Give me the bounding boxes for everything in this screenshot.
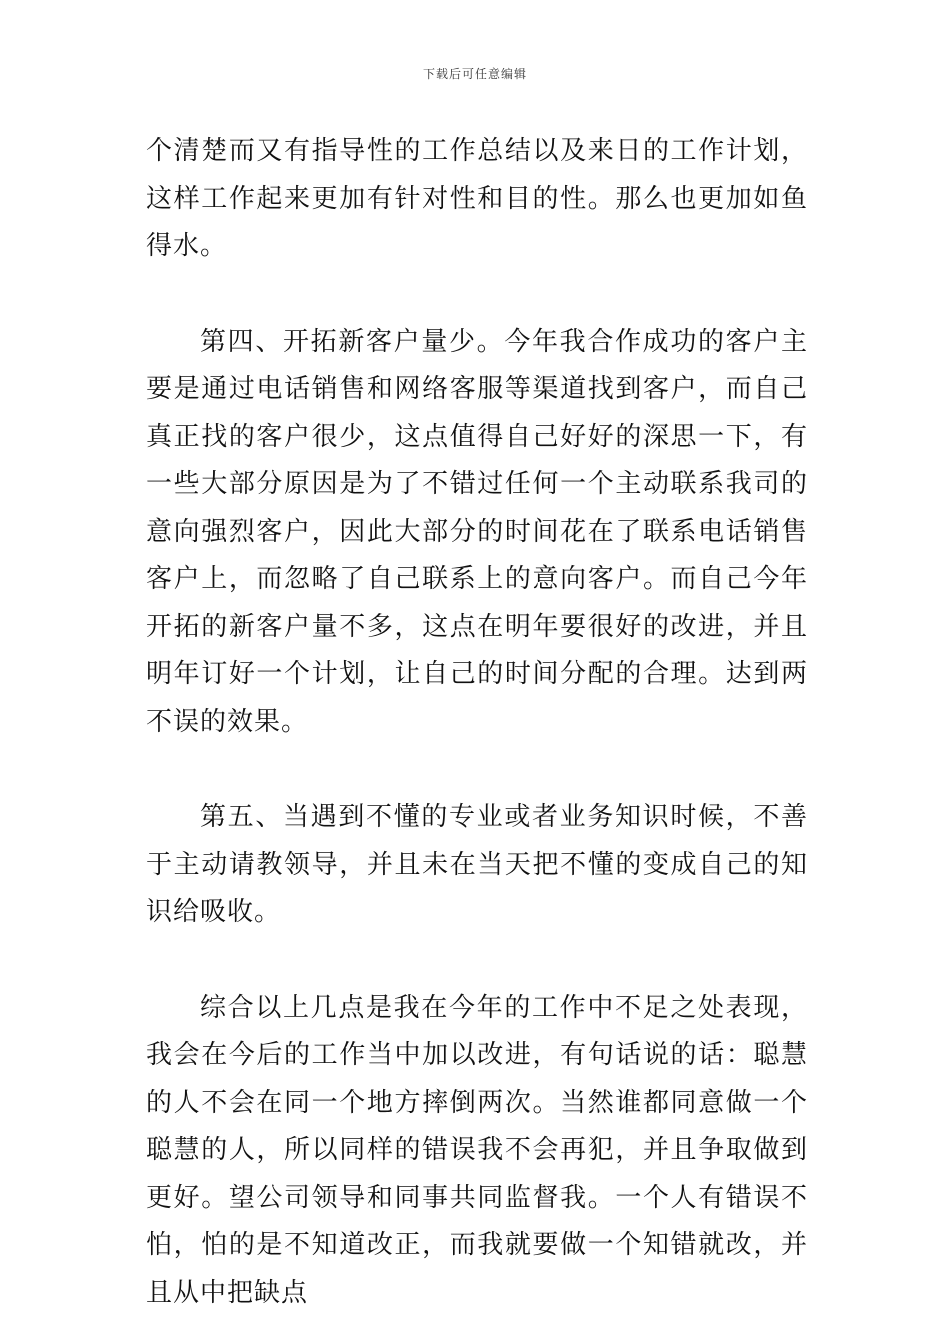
- page-header: 下载后可任意编辑: [422, 67, 527, 81]
- paragraph-spacer: [146, 937, 808, 985]
- paragraph-spacer: [146, 271, 808, 319]
- document-body: [146, 128, 808, 1317]
- paragraph-summary: 综合以上几点是我在今年的工作中不足之处表现，我会在今后的工作当中加以改进，有句话说的话：聪慧的人不会在同一个地方摔倒两次。当然谁都同意做一个聪慧的人，所以同样的错误我不会再犯，并且争取做到更好。望公司领导和同事共同监督我。一个人有错误不怕，怕的是不知道改正，而我就要做一个知错就改，并且从中把缺点: [146, 992, 808, 1308]
- paragraph-point-four: 第四、开拓新客户量少。今年我合作成功的客户主要是通过电话销售和网络客服等渠道找到客户，而自己真正找的客户很少，这点值得自己好好的深思一下，有一些大部分原因是为了不错过任何一个主动联系我司的意向强烈客户，因此大部分的时间花在了联系电话销售客户上，而忽略了自己联系上的意向客户。而自己今年开拓的新客户量不多，这点在明年要很好的改进，并且明年订好一个计划，让自己的时间分配的合理。达到两不误的效果。: [146, 326, 808, 737]
- paragraph-continuation: 个清楚而又有指导性的工作总结以及来日的工作计划，这样工作起来更加有针对性和目的性。那么也更加如鱼得水。: [146, 136, 808, 261]
- paragraph-spacer: [146, 746, 808, 794]
- paragraph-point-five: 第五、当遇到不懂的专业或者业务知识时候，不善于主动请教领导，并且未在当天把不懂的变成自己的知识给吸收。: [146, 802, 808, 927]
